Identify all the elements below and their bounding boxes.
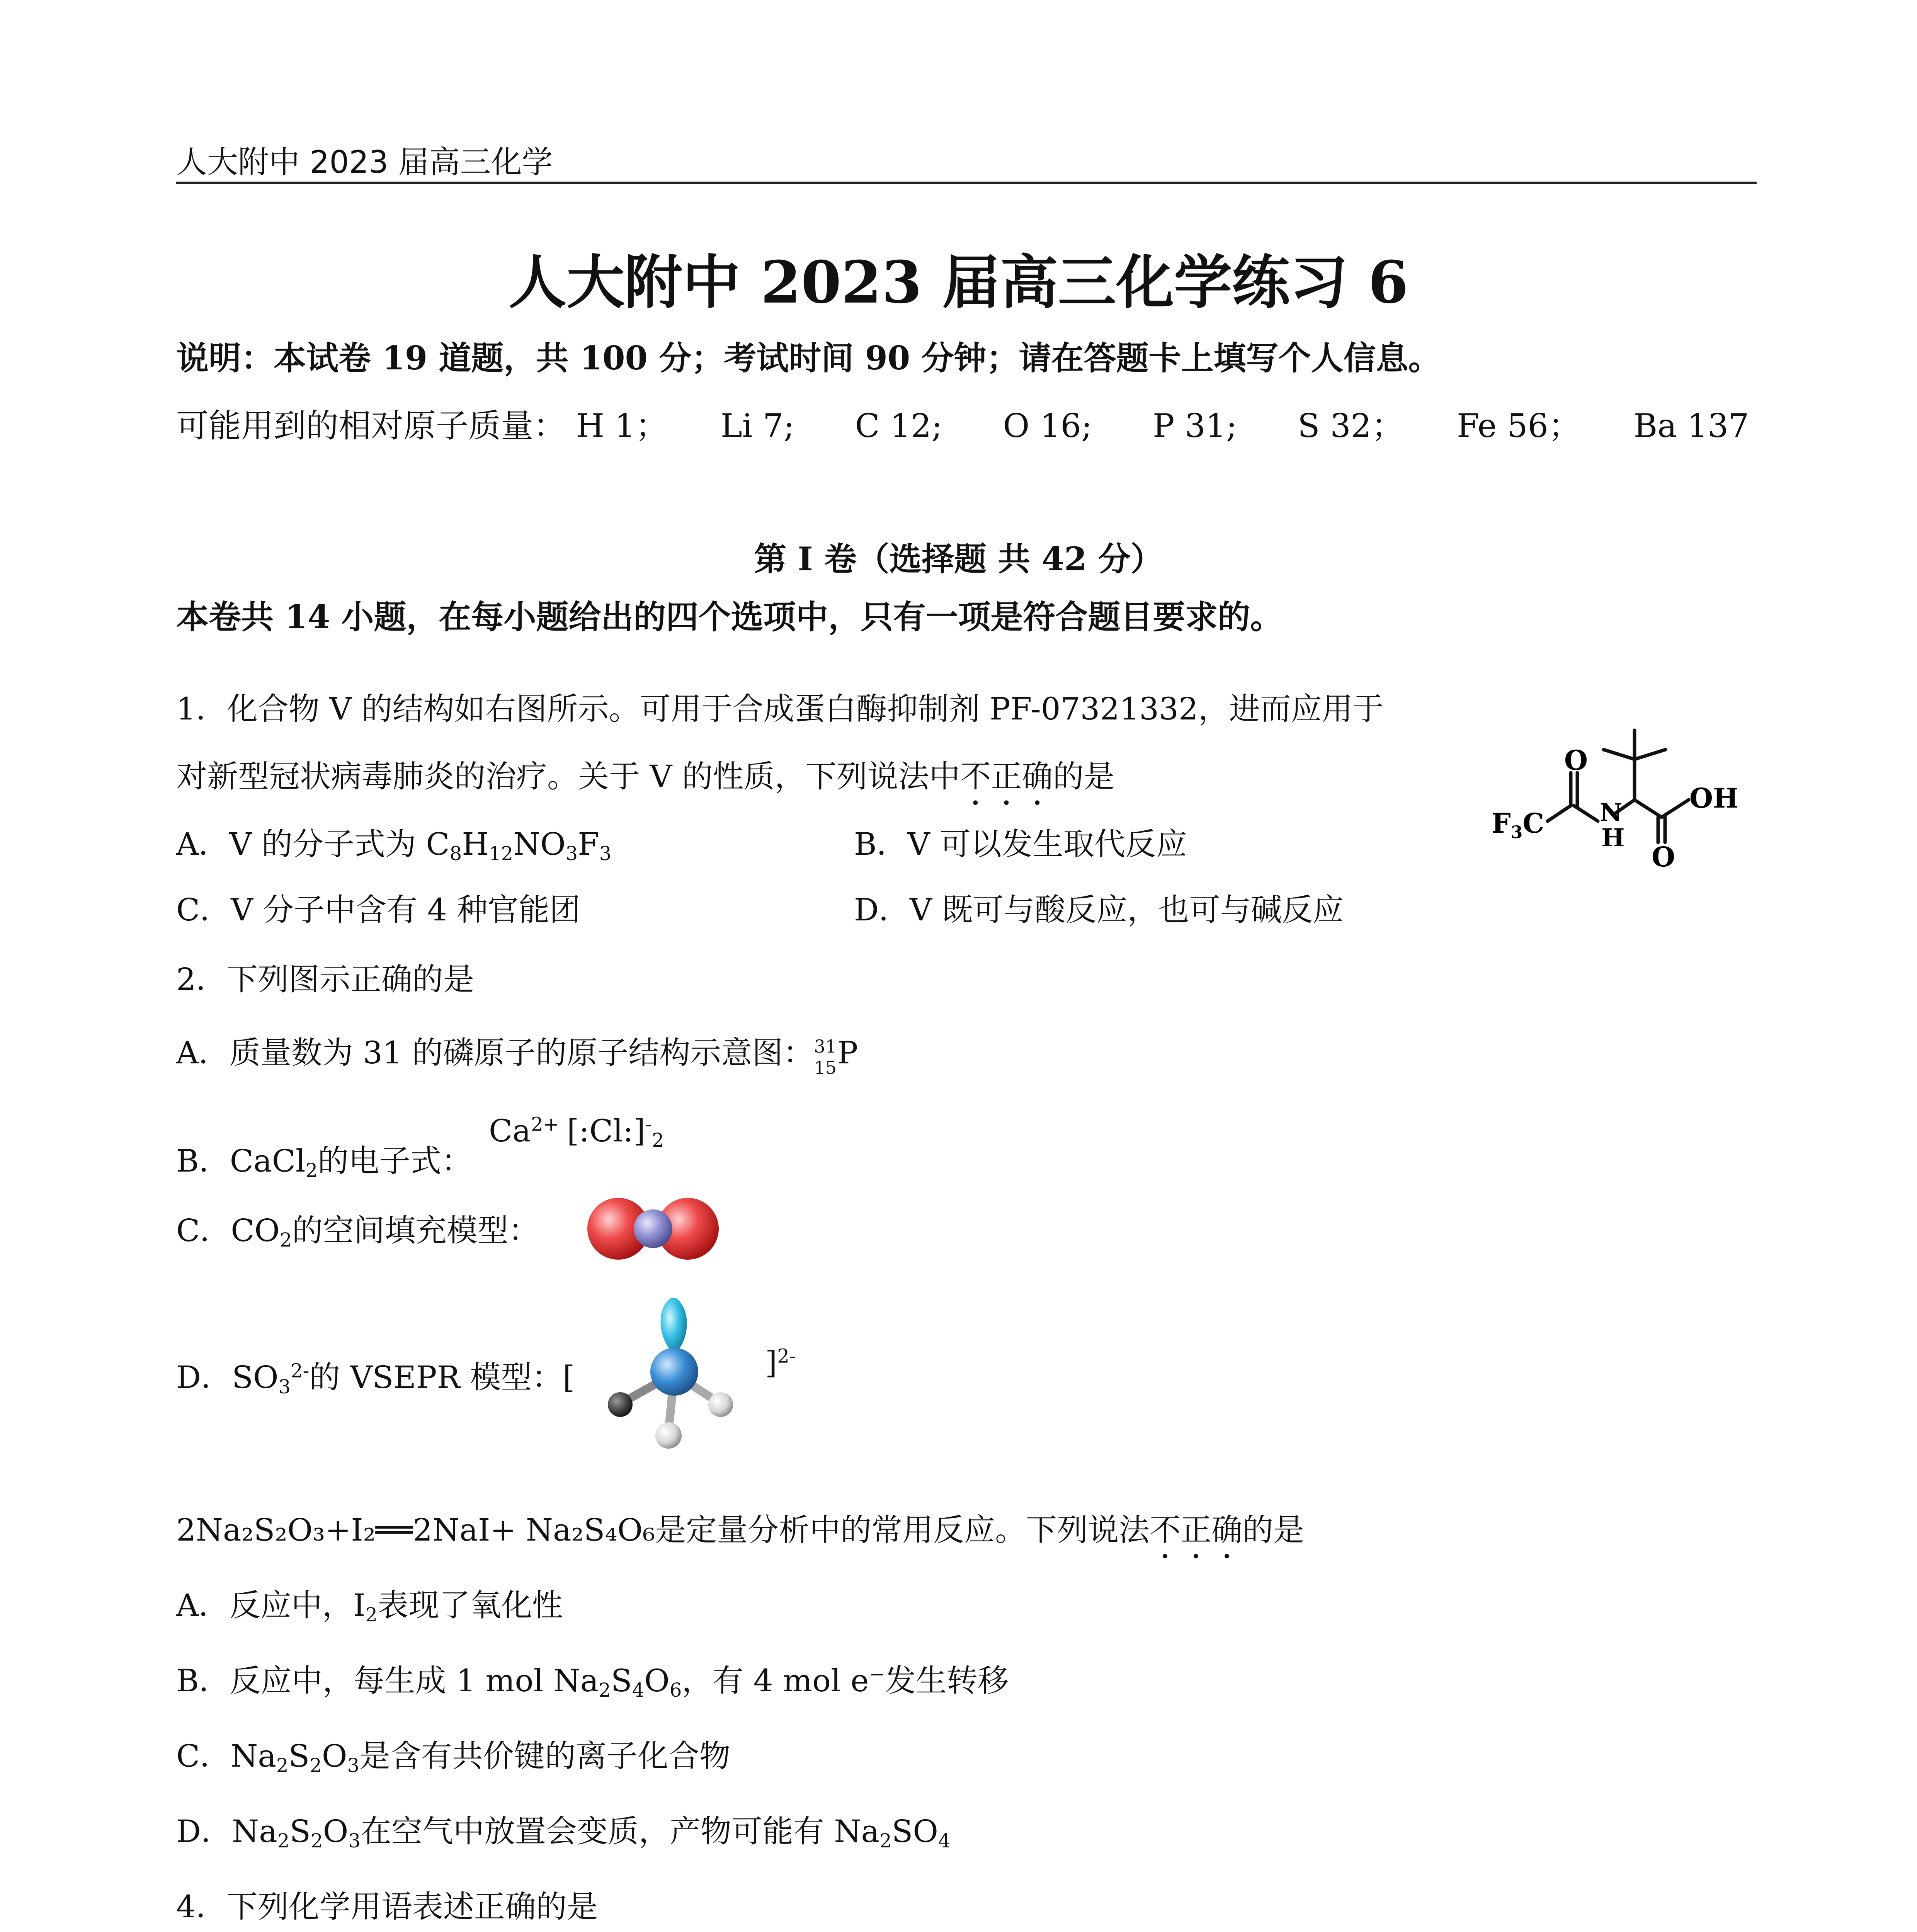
q1-option-b: B．V 可以发生取代反应 xyxy=(854,826,1187,862)
q3-b-text: B．反应中，每生成 1 mol Na xyxy=(176,1663,599,1699)
q3-b-sub: 2 xyxy=(599,1679,611,1701)
section-title: 第 I 卷（选择题 共 42 分） xyxy=(754,540,1163,578)
section-note: 本卷共 14 小题，在每小题给出的四个选项中，只有一项是符合题目要求的。 xyxy=(176,598,1283,636)
mass-o: O 16; xyxy=(1003,407,1092,445)
struct-o-bottom: O xyxy=(1652,841,1675,873)
q3-b-sub: 4 xyxy=(632,1679,645,1701)
q3-d-sub: 3 xyxy=(348,1829,361,1852)
q3-c-sub: 3 xyxy=(347,1754,359,1777)
mass-h: H 1； xyxy=(576,407,668,445)
q2-option-d xyxy=(176,1352,575,1398)
q2-b-sub: 2 xyxy=(305,1159,318,1182)
page-header: 人大附中 2023 届高三化学 xyxy=(176,144,553,180)
so3-vsepr-model xyxy=(591,1287,761,1457)
instructions: 说明：本试卷 19 道题，共 100 分；考试时间 90 分钟；请在答题卡上填写个人信息。 xyxy=(176,339,1441,377)
q3-d-text: D．Na xyxy=(176,1813,277,1849)
q3-c-s: S xyxy=(288,1738,310,1774)
phosphorus-notation xyxy=(814,1036,837,1078)
q1-a-sub: 8 xyxy=(449,842,462,865)
q1-a-f: F xyxy=(578,826,599,862)
q3-c-sub: 2 xyxy=(276,1754,289,1777)
q3-b-sup: − xyxy=(869,1663,885,1685)
q1-stem-post: 的是 xyxy=(1053,759,1115,794)
q3-d-s: S xyxy=(289,1813,311,1849)
mass-number: 31 xyxy=(814,1036,837,1057)
q2-d-sup: 2- xyxy=(291,1359,310,1382)
q2-a-text: A．质量数为 31 的磷原子的原子结构示意图： xyxy=(176,1035,814,1071)
q3-d-so: SO xyxy=(891,1813,939,1849)
cl-count: 2 xyxy=(651,1129,664,1151)
q2-d-sub: 3 xyxy=(278,1375,291,1398)
mass-ba: Ba 137 xyxy=(1633,407,1749,445)
co2-space-filling-model xyxy=(576,1190,730,1267)
q3-c-post: 是含有共价键的离子化合物 xyxy=(359,1738,730,1774)
q3-d-post: 在空气中放置会变质，产物可能有 Na xyxy=(360,1813,880,1849)
q3-b-o: O xyxy=(644,1663,670,1699)
q3-option-a xyxy=(176,1580,563,1626)
q2-d-post: 的 VSEPR 模型：[ xyxy=(309,1359,575,1395)
q3-option-c xyxy=(176,1731,730,1777)
struct-n: N xyxy=(1600,798,1623,827)
q2-option-b xyxy=(176,1136,472,1182)
ca-symbol: Ca xyxy=(489,1113,531,1149)
cacl2-electron-formula xyxy=(489,1113,664,1151)
cl-bracket: [:Cl:] xyxy=(567,1113,646,1149)
q3-option-b xyxy=(176,1656,1009,1701)
q3-a-post: 表现了氧化性 xyxy=(377,1587,563,1623)
atomic-masses xyxy=(176,400,1749,447)
q3-stem xyxy=(176,1505,1304,1566)
q3-a-sub: 2 xyxy=(365,1603,378,1626)
q1-option-c: C．V 分子中含有 4 种官能团 xyxy=(176,892,581,928)
atomic-number: 15 xyxy=(814,1057,837,1078)
q2-stem: 2．下列图示正确的是 xyxy=(176,961,474,997)
q3-d-sub: 2 xyxy=(277,1829,290,1852)
q1-a-sub: 3 xyxy=(599,842,612,865)
q1-emphasis: 不正确 xyxy=(960,759,1053,794)
bracket: ] xyxy=(765,1345,777,1381)
mass-fe: Fe 56； xyxy=(1456,407,1581,445)
q2-c-sub: 2 xyxy=(280,1228,292,1251)
q3-b-s: S xyxy=(611,1663,632,1699)
struct-h: H xyxy=(1601,823,1625,852)
q3-c-sub: 2 xyxy=(310,1754,322,1777)
q2-c-text: C．CO xyxy=(176,1213,280,1248)
compound-v-structure xyxy=(1488,723,1766,885)
ca-charge: 2+ xyxy=(531,1113,560,1136)
q3-b-end: 发生转移 xyxy=(885,1663,1009,1699)
q1-a-sub: 3 xyxy=(565,842,578,865)
q3-d-o: O xyxy=(323,1813,349,1849)
q3-stem-mid: 是定量分析中的常用反应。下列说法 xyxy=(655,1512,1150,1548)
q3-c-o: O xyxy=(321,1738,347,1774)
q3-emphasis: 不正确 xyxy=(1150,1512,1243,1548)
q1-stem-line1: 1．化合物 V 的结构如右图所示。可用于合成蛋白酶抑制剂 PF-07321332，进而应用于 xyxy=(176,691,1384,727)
q3-a-text: A．反应中，I xyxy=(176,1587,366,1623)
q1-option-d: D．V 既可与酸反应，也可与碱反应 xyxy=(854,892,1344,928)
charge: 2- xyxy=(777,1345,796,1367)
q1-a-text: A．V 的分子式为 C xyxy=(176,826,450,862)
q2-option-c xyxy=(176,1206,539,1251)
cl-charge: - xyxy=(645,1113,652,1136)
q2-b-post: 的电子式： xyxy=(318,1143,473,1179)
q2-c-post: 的空间填充模型： xyxy=(292,1213,539,1248)
q2-option-a xyxy=(176,1028,858,1078)
mass-c: C 12; xyxy=(855,407,942,445)
q3-stem-tail: 的是 xyxy=(1242,1512,1305,1548)
q2-b-text: B．CaCl xyxy=(176,1143,306,1179)
page-title: 人大附中 2023 届高三化学练习 6 xyxy=(509,248,1408,316)
mass-li: Li 7; xyxy=(720,407,794,445)
q1-a-h: H xyxy=(462,826,489,862)
mass-s: S 32； xyxy=(1298,407,1404,445)
mass-p: P 31; xyxy=(1152,407,1237,445)
atomic-masses-label: 可能用到的相对原子质量： xyxy=(176,407,566,445)
q1-a-sub: 12 xyxy=(488,842,514,865)
q3-d-sub: 4 xyxy=(938,1829,951,1852)
q3-equation: 2Na₂S₂O₃+I₂══2NaI+ Na₂S₄O₆ xyxy=(176,1512,655,1548)
q1-a-no: NO xyxy=(513,826,566,862)
q4-stem: 4．下列化学用语表述正确的是 xyxy=(176,1889,598,1925)
phosphorus-symbol: P xyxy=(837,1035,858,1071)
q2-d-text: D．SO xyxy=(176,1359,279,1395)
q3-c-text: C．Na xyxy=(176,1738,276,1774)
q1-option-a xyxy=(176,819,611,865)
struct-o-top: O xyxy=(1564,744,1588,776)
header-rule xyxy=(176,182,1757,184)
q3-option-d xyxy=(176,1806,951,1852)
q1-stem-pre: 对新型冠状病毒肺炎的治疗。关于 V 的性质，下列说法中 xyxy=(176,759,960,794)
struct-f3c: $F_3C$ xyxy=(1492,807,1544,842)
q3-b-sub: 6 xyxy=(669,1679,682,1701)
q3-d-sub: 2 xyxy=(879,1829,892,1852)
struct-oh: OH xyxy=(1689,782,1739,814)
q2-d-closing-bracket xyxy=(765,1345,796,1381)
q1-stem-line2 xyxy=(176,752,1115,812)
q3-d-sub: 2 xyxy=(311,1829,323,1852)
q3-b-post: ，有 4 mol e xyxy=(682,1663,869,1699)
